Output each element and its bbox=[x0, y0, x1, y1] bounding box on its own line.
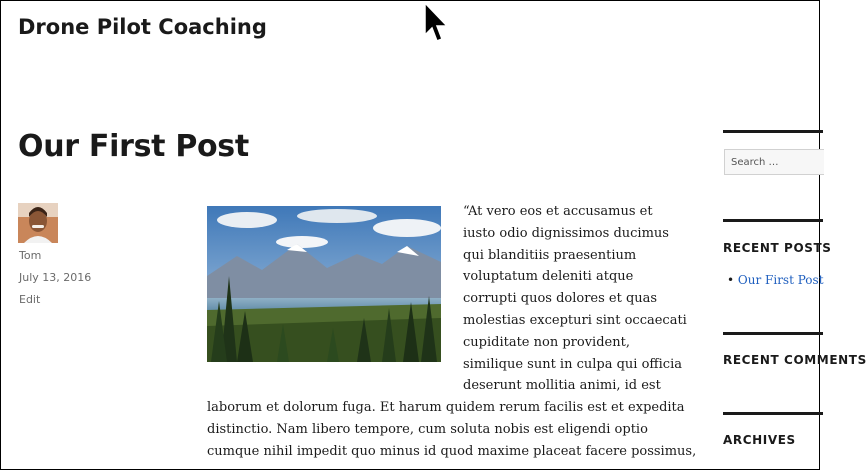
recent-comments-heading: RECENT COMMENTS bbox=[723, 353, 867, 367]
post-content-line: deserunt mollitia animi, id est bbox=[463, 378, 661, 394]
sidebar-divider bbox=[723, 219, 823, 222]
search-input[interactable] bbox=[725, 150, 827, 174]
post-content-line: distinctio. Nam libero tempore, cum soluta nobis est eligendi optio bbox=[207, 421, 648, 437]
post-content-line: molestias excepturi sint occaecati bbox=[463, 312, 687, 328]
post-date[interactable]: July 13, 2016 bbox=[19, 271, 92, 284]
post-content-line: similique sunt in culpa qui officia bbox=[463, 356, 682, 372]
post-content-line: iusto odio dignissimos ducimus bbox=[463, 225, 669, 241]
post-content-line: laborum et dolorum fuga. Et harum quidem rerum facilis est et expedita bbox=[207, 400, 685, 416]
post-content bbox=[207, 201, 697, 463]
post-title[interactable]: Our First Post bbox=[18, 129, 249, 164]
post-content-line: voluptatum deleniti atque bbox=[463, 269, 634, 285]
post-content-line: cumque nihil impedit quo minus id quod maxime placeat facere possimus, bbox=[207, 443, 697, 459]
post-content-line: corrupti quos dolores et quas bbox=[463, 291, 658, 307]
sidebar-divider bbox=[723, 130, 823, 133]
sidebar-divider bbox=[723, 412, 823, 415]
archives-heading: ARCHIVES bbox=[723, 433, 796, 447]
post-content-line: cupiditate non provident, bbox=[463, 334, 630, 350]
post-content-line: qui blanditiis praesentium bbox=[463, 247, 637, 263]
edit-link[interactable]: Edit bbox=[19, 293, 41, 306]
recent-posts-heading: RECENT POSTS bbox=[723, 241, 832, 255]
sidebar-divider bbox=[723, 332, 823, 335]
search-field-wrapper bbox=[724, 149, 824, 175]
recent-post-link[interactable]: Our First Post bbox=[737, 273, 824, 287]
site-title-link[interactable]: Drone Pilot Coaching bbox=[18, 15, 267, 39]
recent-post-item: • Our First Post bbox=[727, 273, 824, 287]
mouse-cursor-icon bbox=[421, 1, 451, 47]
post-content-line: “At vero eos et accusamus et bbox=[463, 204, 653, 219]
post-author[interactable]: Tom bbox=[19, 249, 42, 262]
author-avatar[interactable] bbox=[18, 203, 58, 243]
